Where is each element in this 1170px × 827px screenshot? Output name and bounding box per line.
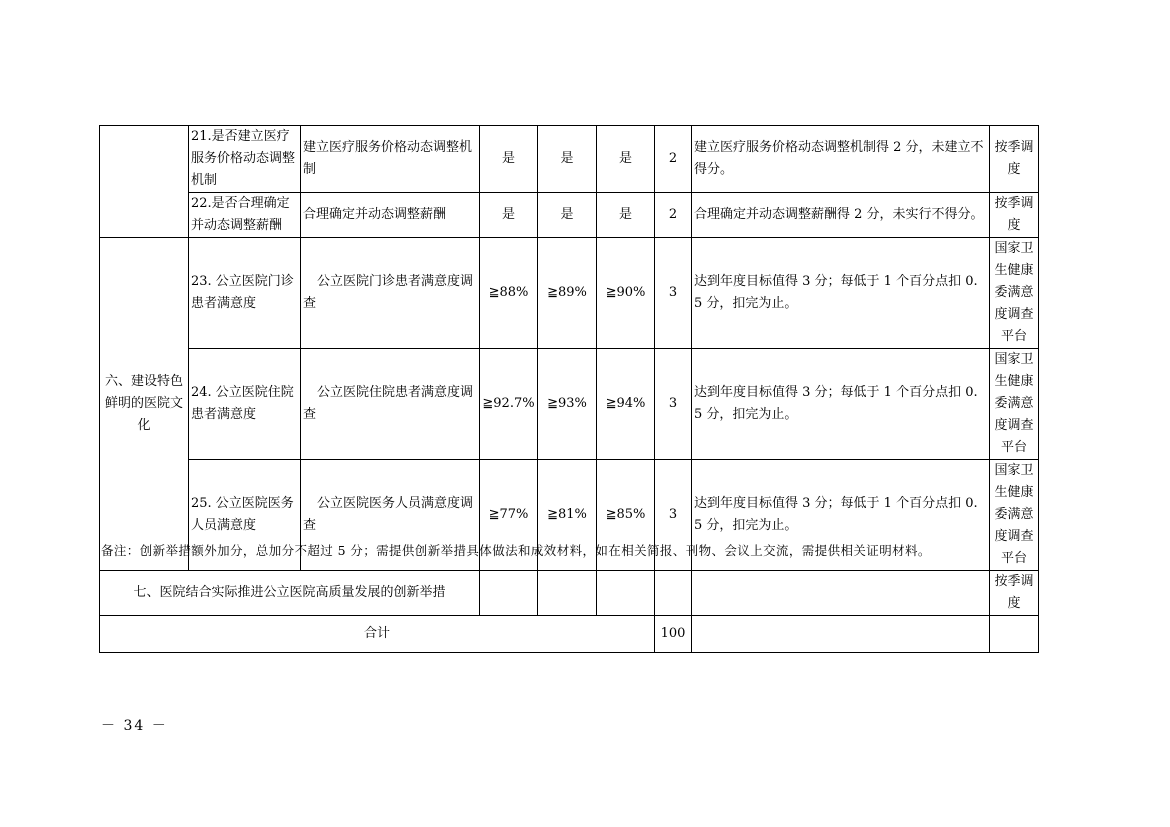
total-score: 100 — [655, 616, 692, 653]
source-cell: 国家卫生健康委满意度调查平台 — [990, 238, 1039, 349]
target-cell-2: ≧89% — [538, 238, 597, 349]
method-cell: 合理确定并动态调整薪酬得 2 分，未实行不得分。 — [692, 193, 990, 238]
empty-cell — [990, 616, 1039, 653]
empty-cell — [692, 616, 990, 653]
target-cell-3: ≧94% — [597, 349, 655, 460]
empty-cell — [655, 571, 692, 616]
standard-cell: 建立医疗服务价格动态调整机制 — [301, 126, 480, 193]
target-cell-3: ≧85% — [597, 460, 655, 571]
table-row-section7 — [100, 571, 1039, 616]
target-cell-1: 是 — [480, 193, 538, 238]
category-cell-section6: 六、建设特色鲜明的医院文化 — [100, 238, 189, 571]
target-cell-1: 是 — [480, 126, 538, 193]
standard-cell: 公立医院医务人员满意度调查 — [301, 460, 480, 571]
section7-label: 七、医院结合实际推进公立医院高质量发展的创新举措 — [100, 571, 480, 616]
standard-cell: 合理确定并动态调整薪酬 — [301, 193, 480, 238]
table-row — [100, 349, 1039, 460]
target-cell-1: ≧88% — [480, 238, 538, 349]
target-cell-2: 是 — [538, 193, 597, 238]
source-cell: 国家卫生健康委满意度调查平台 — [990, 349, 1039, 460]
target-cell-1: ≧92.7% — [480, 349, 538, 460]
source-cell: 按季调度 — [990, 126, 1039, 193]
table-row — [100, 193, 1039, 238]
method-cell: 建立医疗服务价格动态调整机制得 2 分，未建立不得分。 — [692, 126, 990, 193]
target-cell-3: ≧90% — [597, 238, 655, 349]
indicator-cell: 25. 公立医院医务人员满意度 — [189, 460, 301, 571]
indicator-cell: 22.是否合理确定并动态调整薪酬 — [189, 193, 301, 238]
indicator-cell: 23. 公立医院门诊患者满意度 — [189, 238, 301, 349]
empty-cell — [538, 571, 597, 616]
target-cell-2: ≧81% — [538, 460, 597, 571]
empty-cell — [597, 571, 655, 616]
indicator-cell: 21.是否建立医疗服务价格动态调整机制 — [189, 126, 301, 193]
page-number: － 34 － — [101, 718, 168, 734]
method-cell: 达到年度目标值得 3 分；每低于 1 个百分点扣 0. 5 分，扣完为止。 — [692, 349, 990, 460]
score-cell: 3 — [655, 349, 692, 460]
score-cell: 2 — [655, 193, 692, 238]
standard-cell: 公立医院住院患者满意度调查 — [301, 349, 480, 460]
total-label: 合计 — [100, 616, 655, 653]
score-cell: 3 — [655, 460, 692, 571]
category-cell-empty — [100, 126, 189, 238]
standard-cell: 公立医院门诊患者满意度调查 — [301, 238, 480, 349]
method-cell: 达到年度目标值得 3 分；每低于 1 个百分点扣 0. 5 分，扣完为止。 — [692, 238, 990, 349]
score-cell: 3 — [655, 238, 692, 349]
table-row — [100, 126, 1039, 193]
target-cell-2: 是 — [538, 126, 597, 193]
target-cell-2: ≧93% — [538, 349, 597, 460]
score-cell: 2 — [655, 126, 692, 193]
source-cell: 按季调度 — [990, 571, 1039, 616]
empty-cell — [692, 571, 990, 616]
source-cell: 国家卫生健康委满意度调查平台 — [990, 460, 1039, 571]
table-row — [100, 238, 1039, 349]
indicator-cell: 24. 公立医院住院患者满意度 — [189, 349, 301, 460]
evaluation-table — [99, 125, 1039, 653]
target-cell-1: ≧77% — [480, 460, 538, 571]
remark-note: 备注：创新举措额外加分，总加分不超过 5 分；需提供创新举措具体做法和成效材料，如在相关简报、刊物、会议上交流，需提供相关证明材料。 — [101, 543, 931, 558]
target-cell-3: 是 — [597, 126, 655, 193]
evaluation-table-wrapper — [99, 125, 1038, 653]
method-cell: 达到年度目标值得 3 分；每低于 1 个百分点扣 0. 5 分，扣完为止。 — [692, 460, 990, 571]
table-row-total — [100, 616, 1039, 653]
source-cell: 按季调度 — [990, 193, 1039, 238]
target-cell-3: 是 — [597, 193, 655, 238]
empty-cell — [480, 571, 538, 616]
